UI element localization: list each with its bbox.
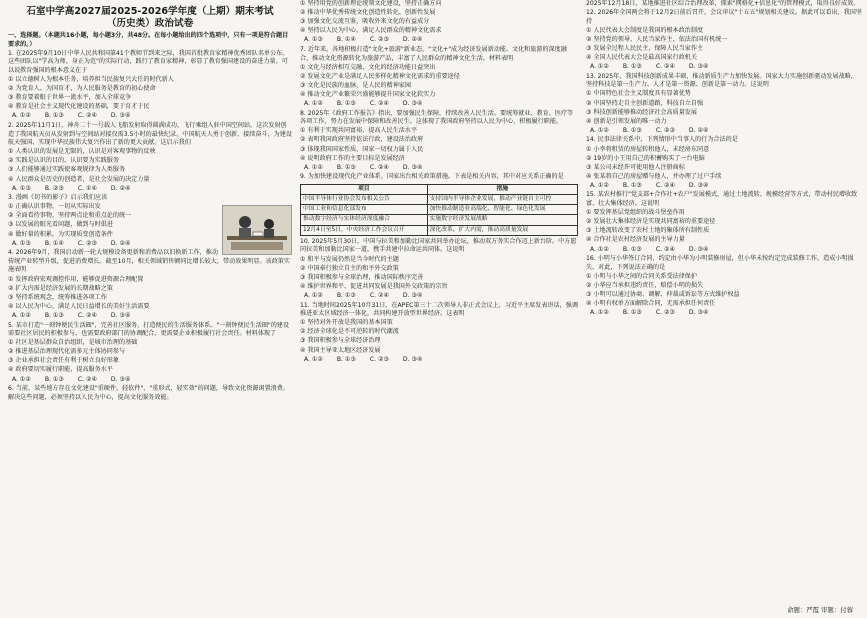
question-line: ③ 科技创新能够推动经济社会高质量发展 <box>586 108 697 116</box>
question-line: ③ 某公司未经许可使用他人注册商标 <box>586 163 685 171</box>
table-header: 项目 <box>301 184 428 194</box>
answer-option: C. ①④ <box>77 184 97 192</box>
question-line: ① 正确认识事物，一切从实际出发 <box>8 203 101 211</box>
question-line: ② 推动中华优秀传统文化创造性转化、创新性发展 <box>300 9 436 17</box>
question-line: ② 中国坚持走自主创新道路，科技自立自强 <box>586 99 704 107</box>
table-cell: 中国工业和信息化部发布 <box>301 205 428 215</box>
answer-options <box>300 164 578 173</box>
answer-option: A. ①② <box>590 309 609 317</box>
question-stem: 15. 某农村推行"党支部+合作社+农户"发展模式，通过土地流转、规模经营等方式，带动村民增收致富，壮大集体经济。这说明 <box>586 191 858 208</box>
answer-option: D. ③④ <box>402 355 423 363</box>
answer-option: C. ②④ <box>77 112 97 120</box>
answer-option: C. ②③ <box>655 309 675 317</box>
question-line: ② 发展壮大集体经济是实现共同富裕的重要途径 <box>586 218 716 226</box>
answer-option: C. ②④ <box>77 375 97 383</box>
answer-option: B. ①③ <box>622 181 642 189</box>
answer-options <box>8 376 292 385</box>
question-line: ③ 土地流转改变了农村土地的集体所有制性质 <box>586 227 710 235</box>
question-line: ① 小李将租赁的房屋转租他人，未经房东同意 <box>586 145 710 153</box>
table-cell: 支持国内半导体企业发展，推动产业链自主可控 <box>427 195 577 205</box>
column-right-body <box>586 0 862 318</box>
exam-title: 石室中学高2027届2025-2026学年度（上期）期末考试 <box>26 6 274 17</box>
question-stem: 4. 2026年9月，我国启动新一轮大规模设备更新和消费品以旧换新工作，推动传统产业转型升级，促进消费增长。截至10月，相关领域销售额同比增长较大，带动效果明显。该政策实施表明 <box>8 249 290 274</box>
answer-option: D. ③④ <box>110 375 131 383</box>
answer-option: A. ①③ <box>12 239 31 247</box>
answer-option: B. ①③ <box>44 311 64 319</box>
question-line: ③ 坚持系统观念，统筹推进各项工作 <box>8 293 107 301</box>
column-right <box>586 0 862 618</box>
question-line: ② 中国奉行独立自主的和平外交政策 <box>300 264 399 272</box>
answer-options <box>8 185 292 194</box>
question-stem: 5. 某市打造"一刻钟便民生活圈"，完善社区服务，打造便民的生活服务体系。"一刻钟便民生活圈"的建设需要社区居民的积极参与，也需要政府部门的协调配合，更需要企业积极履行社会责任。材料体现了 <box>8 321 289 338</box>
answer-options <box>300 100 578 109</box>
answer-option: D. ③④ <box>688 245 709 253</box>
question-line: ③ 小明可以通过协商、调解、仲裁或诉讼等方式维护权益 <box>586 291 740 298</box>
column-middle <box>300 0 578 618</box>
answer-option: B. ①③ <box>622 63 642 71</box>
question-line: ① 人民代表大会制度是我国的根本政治制度 <box>586 26 704 34</box>
answer-option: D. ②④ <box>110 239 131 247</box>
answer-option: A. ①③ <box>12 184 31 192</box>
question-line: ③ 体现我国国家性质，国家一切权力属于人民 <box>300 145 424 153</box>
answer-option: B. ①③ <box>336 355 356 363</box>
answer-option: C. ②④ <box>77 311 97 319</box>
question-line: ② 19岁的小王用自己的积蓄购买了一台电脑 <box>586 154 705 162</box>
column-left <box>8 0 292 618</box>
answer-options <box>586 309 862 318</box>
answer-option: D. ②④ <box>688 126 709 134</box>
answer-option: C. ②④ <box>369 291 389 299</box>
table-row <box>301 205 578 215</box>
answer-option: A. ①② <box>304 100 323 108</box>
question-line: ③ 人们能够通过实践使客观规律为人类服务 <box>8 166 126 174</box>
exam-subtitle: （历史类）政治试卷 <box>106 18 194 29</box>
answer-options <box>300 36 578 45</box>
answer-option: B. ①③ <box>44 375 64 383</box>
answer-option: A. ①② <box>590 245 609 253</box>
answer-options <box>586 182 862 191</box>
question-line: ③ 我国积极参与全球治理，推动国际秩序完善 <box>300 273 424 281</box>
question-line: ③ 我国积极参与全球经济治理 <box>300 337 381 345</box>
question-line: ① 以立德树人为根本任务，培养担当民族复兴大任的时代新人 <box>8 75 174 83</box>
question-line: ④ 我国主导亚太地区经济发展 <box>300 346 381 354</box>
question-line: ④ 做好量的积累，为实现质变创造条件 <box>8 230 113 238</box>
answer-option: A. ①② <box>590 126 609 134</box>
answer-option: D. ③④ <box>110 311 131 319</box>
question-line: ① 坚持对外开放是我国的基本国策 <box>300 319 393 327</box>
q9-table <box>300 184 578 236</box>
cartoon-illustration <box>223 206 291 254</box>
question-line: ④ 张某将自己的房屋赠与他人，并办理了过户手续 <box>586 172 722 180</box>
table-row <box>301 225 578 235</box>
question-stem: 12. 2026年全国两会将于12月2日前后召开，会议审议"十五五"规划相关建议。据此可以看出，我国坚持 <box>586 9 862 25</box>
answer-option: D. ③④ <box>402 100 423 108</box>
question-stem: 11. 当地时间2025年10月31日，在APEC第三十二次领导人非正式会议上，习近平主席发表讲话，强调推进亚太区域经济一体化，共同构建开放型世界经济。这表明 <box>300 301 578 318</box>
question-line: ④ 以人民为中心，满足人民日益增长的美好生活需要 <box>8 302 150 310</box>
question-line: ④ 教育是社会主义现代化建设的基础，要于育才于民 <box>8 103 150 111</box>
table-cell: 深化改革，扩大内需，推动高质量发展 <box>427 225 577 235</box>
answer-option: A. ①② <box>304 163 323 171</box>
question-line: ④ 创新是引领发展的唯一动力 <box>586 117 667 125</box>
answer-option: A. ①③ <box>304 36 323 44</box>
table-row <box>301 195 578 205</box>
question-line: ① 坚持用党的创新理论统领文化建设，坚持正确方向 <box>300 0 442 7</box>
question-line: ① 要发挥基层党组织的战斗堡垒作用 <box>586 209 685 217</box>
question-stem: 16. 小明与小华签订合同，约定由小华为小明装修房屋，但小华未按约定完成装修工作，造成小明损失。对此，下列说法正确的是 <box>586 255 854 271</box>
question-line: ② 实践是认识的目的，认识要为实践服务 <box>8 157 119 165</box>
answer-options <box>8 240 218 249</box>
question-line: ② 发展文化产业是满足人民多样化精神文化需求的重要途径 <box>300 72 460 80</box>
answer-option: B. ①③ <box>336 163 356 171</box>
answer-option: B. ①④ <box>44 239 64 247</box>
question-line: ② 表明我国政府坚持依法行政，建设法治政府 <box>300 136 424 144</box>
question-line: ① 有利于实现共同富裕，提高人民生活水平 <box>300 127 418 135</box>
question-line: ③ 以发展的眼光看问题，做到与时俱进 <box>8 221 113 229</box>
question-line: ① 社区是基层群众自治组织，是城市治理的基础 <box>8 339 138 347</box>
table-cell: 推动数字经济与实体经济深度融合 <box>301 215 428 225</box>
question-line: ③ 发展全过程人民民主，保障人民当家作主 <box>586 44 704 52</box>
question-line: ④ 推动文化产业繁荣兴盛能够提升国家文化软实力 <box>300 90 436 98</box>
question-line: ① 中国特色社会主义制度具有显著优势 <box>586 90 691 98</box>
question-line: ③ 加强文化交流互鉴，吸收外来文化的有益成分 <box>300 18 430 26</box>
answer-option: C. ②④ <box>655 181 675 189</box>
answer-option: C. ②③ <box>655 126 675 134</box>
section-heading: 一、选择题。（本题共16小题，每小题3分，共48分。在每小题给出的四个选项中，只有一项是符合题目要求的。） <box>8 32 289 48</box>
table-cell: 12月4日至5日，中央经济工作会议召开 <box>301 225 428 235</box>
answer-options <box>8 312 292 321</box>
question-line: ④ 政府要切实履行职能，提高服务水平 <box>8 366 113 374</box>
answer-option: A. ①② <box>590 63 609 71</box>
answer-option: D. ③④ <box>688 181 709 189</box>
question-line: ① 人类认识的发展是无限的，认识是对客观事物的反映 <box>8 148 156 156</box>
column-left-body <box>8 50 292 403</box>
question-line: ② 经济全球化是不可逆转的时代潮流 <box>300 328 399 336</box>
question-line: ② 小华应当承担违约责任，赔偿小明的损失 <box>586 281 704 289</box>
question-line: ③ 企业承担社会责任有利于树立良好形象 <box>8 357 119 365</box>
answer-option: A. ①② <box>590 181 609 189</box>
answer-option: B. ①③ <box>44 112 64 120</box>
question-line: ④ 合作社是农村经济发展的主导力量 <box>586 236 685 244</box>
table-row <box>301 215 578 225</box>
question-stem: 3. 漫画《切书的影子》启示我们应该 <box>8 194 108 202</box>
answer-option: D. ②④ <box>110 184 131 192</box>
answer-option: C. ②④ <box>655 63 675 71</box>
answer-option: A. ①② <box>12 112 31 120</box>
question-line: ④ 全国人民代表大会是最高国家行政机关 <box>586 54 697 62</box>
question-line: ① 小明与小华之间的合同关系受法律保护 <box>586 272 697 280</box>
question-stem: 6. 当前，某些地方存在文化建设"重硬件、轻软件"、"重形式、轻实效"的问题，导致文化资源闲置浪费。解决这些问题，必须坚持以人民为中心，提高文化服务效能。 <box>8 385 289 401</box>
answer-option: B. ①③ <box>622 245 642 253</box>
answer-option: C. ②③ <box>77 239 97 247</box>
answer-option: D. ③④ <box>402 291 423 299</box>
answer-option: D. ③④ <box>110 112 131 120</box>
answer-option: C. ②④ <box>369 100 389 108</box>
answer-option: B. ②③ <box>44 184 64 192</box>
answer-option: D. ③④ <box>688 309 709 317</box>
question-stem: 2. 2025年11月1日，神舟二十一号载人飞船发射取得圆满成功，飞行乘组入驻中国空间站。这次发射创造了我国航天员从发射到与空间站对接仅需3.5小时的最快纪录。中国航天人勇于创新、接续奋斗，为建设航天强国、实现中华民族伟大复兴作出了新的更大贡献。这启示我们 <box>8 121 292 147</box>
answer-option: D. ②④ <box>402 36 423 44</box>
column-middle-body <box>300 0 578 364</box>
answer-option: C. ②③ <box>369 36 389 44</box>
table-header: 措施 <box>427 184 577 194</box>
answer-options <box>300 292 578 301</box>
answer-option: A. ①② <box>304 291 323 299</box>
question-line: ② 扩大内需是经济发展的长期战略之策 <box>8 284 113 292</box>
question-stem: 1. 在2025年9月10日中华人民共和国第41个教师节到来之际，我国首批教育家精神优秀团队名单公布。这些团队以"学高为师、身正为范"的实际行动，践行了教育家精神，彰显了教育强国建设的奋进力量。可以说教育强国的根本意义在于 <box>8 49 289 74</box>
answer-options <box>300 356 578 365</box>
answer-option: A. ①② <box>12 375 31 383</box>
answer-option: C. ②④ <box>369 163 389 171</box>
answer-options <box>8 112 292 121</box>
answer-option: B. ①③ <box>336 100 356 108</box>
question-line: ② 坚持党的领导、人民当家作主、依法治国有机统一 <box>586 35 728 43</box>
answer-option: A. ①② <box>304 355 323 363</box>
question-line: 2025年12月18日，某地推进社区综合治理改革，探索"网格化+信息化"的管理模式，取得良好成效。 <box>586 0 860 7</box>
answer-option: D. ③④ <box>688 63 709 71</box>
question-line: ④ 说明政府工作的主要目标是发展经济 <box>300 154 405 162</box>
question-line: ① 发挥政府宏观调控作用，能够促进资源合理配置 <box>8 275 144 283</box>
question-line: ④ 坚持以人民为中心，满足人民群众的精神文化需求 <box>300 27 442 35</box>
answer-option: D. ③④ <box>402 163 423 171</box>
answer-option: A. ①② <box>12 311 31 319</box>
answer-option: B. ①③ <box>622 126 642 134</box>
question-stem: 7. 近年来，各地积极打造"文化+旅游"新业态，"文化+"成为经济发展新动能。文化和旅游的深度融合，推动文化资源转化为旅游产品，丰富了人民群众的精神文化生活。材料表明 <box>300 45 567 62</box>
question-line: ② 推进基层治理现代化需多元主体协同参与 <box>8 348 126 356</box>
table-cell: 加快推动制造业高端化、智能化、绿色化发展 <box>427 205 577 215</box>
question-stem: 14. 民事法律关系中，下列情形中当事人的行为合法的是 <box>586 136 738 144</box>
question-line: ② 为党育人、为国育才，为人民服务是教育的初心使命 <box>8 85 156 93</box>
question-line: ③ 教育要着眼于世界一流水平，加入全球竞争 <box>8 94 132 102</box>
question-stem: 9. 为加快建设现代化产业体系，国家出台相关政策措施。下表是相关内容，其中对应关系正确的是 <box>300 173 564 181</box>
answer-option: B. ①③ <box>622 309 642 317</box>
question-stem: 13. 2025年，我国科技创新成果丰硕，推动新质生产力加快发展。国家大力实施创新驱动发展战略，坚持科技是第一生产力、人才是第一资源、创新是第一动力。这说明 <box>586 72 857 89</box>
answer-options <box>586 127 862 136</box>
table-cell: 中国半导体行业协会发布相关公告 <box>301 195 428 205</box>
question-line: ④ 维护世界和平、促进共同发展是我国外交政策的宗旨 <box>300 282 448 290</box>
answer-option: B. ①③ <box>336 291 356 299</box>
cartoon-image <box>222 205 292 255</box>
question-line: ① 文化与经济相互交融，文化的经济功能日益突出 <box>300 63 436 71</box>
answer-option: C. ②④ <box>655 245 675 253</box>
answer-option: C. ②③ <box>369 355 389 363</box>
question-line: ④ 人民群众是历史的创造者，是社会发展的决定力量 <box>8 175 150 183</box>
question-line: ④ 小明有权单方面解除合同，无需承担任何责任 <box>586 300 716 308</box>
answer-option: B. ①④ <box>336 36 356 44</box>
table-cell: 实施数字经济发展战略 <box>427 215 577 225</box>
exam-footer: 命题：严霞 审题：付蓉 <box>787 606 853 614</box>
answer-options <box>586 63 862 72</box>
question-stem: 10. 2025年5月30日，中国与拉美和加勒比国家共同举办论坛，推动双方务实合作迈上新台阶。中方愿同拉美和加勒比国家一道，携手共建中拉命运共同体。这说明 <box>300 237 577 254</box>
question-line: ① 和平与发展仍然是当今时代的主题 <box>300 255 399 263</box>
question-line: ③ 文化是民族的血脉，是人民的精神家园 <box>300 81 411 89</box>
question-line: ② 全面看待事物，坚持两点论和重点论的统一 <box>8 212 132 220</box>
question-stem: 8. 2025年《政府工作报告》指出，要加强民生保障，持续改善人民生活。要统筹就业、教育、医疗等各项工作，努力在发展中保障和改善民生。这体现了我国政府坚持以人民为中心，积极履行职能。 <box>300 109 574 126</box>
answer-options <box>586 246 862 255</box>
